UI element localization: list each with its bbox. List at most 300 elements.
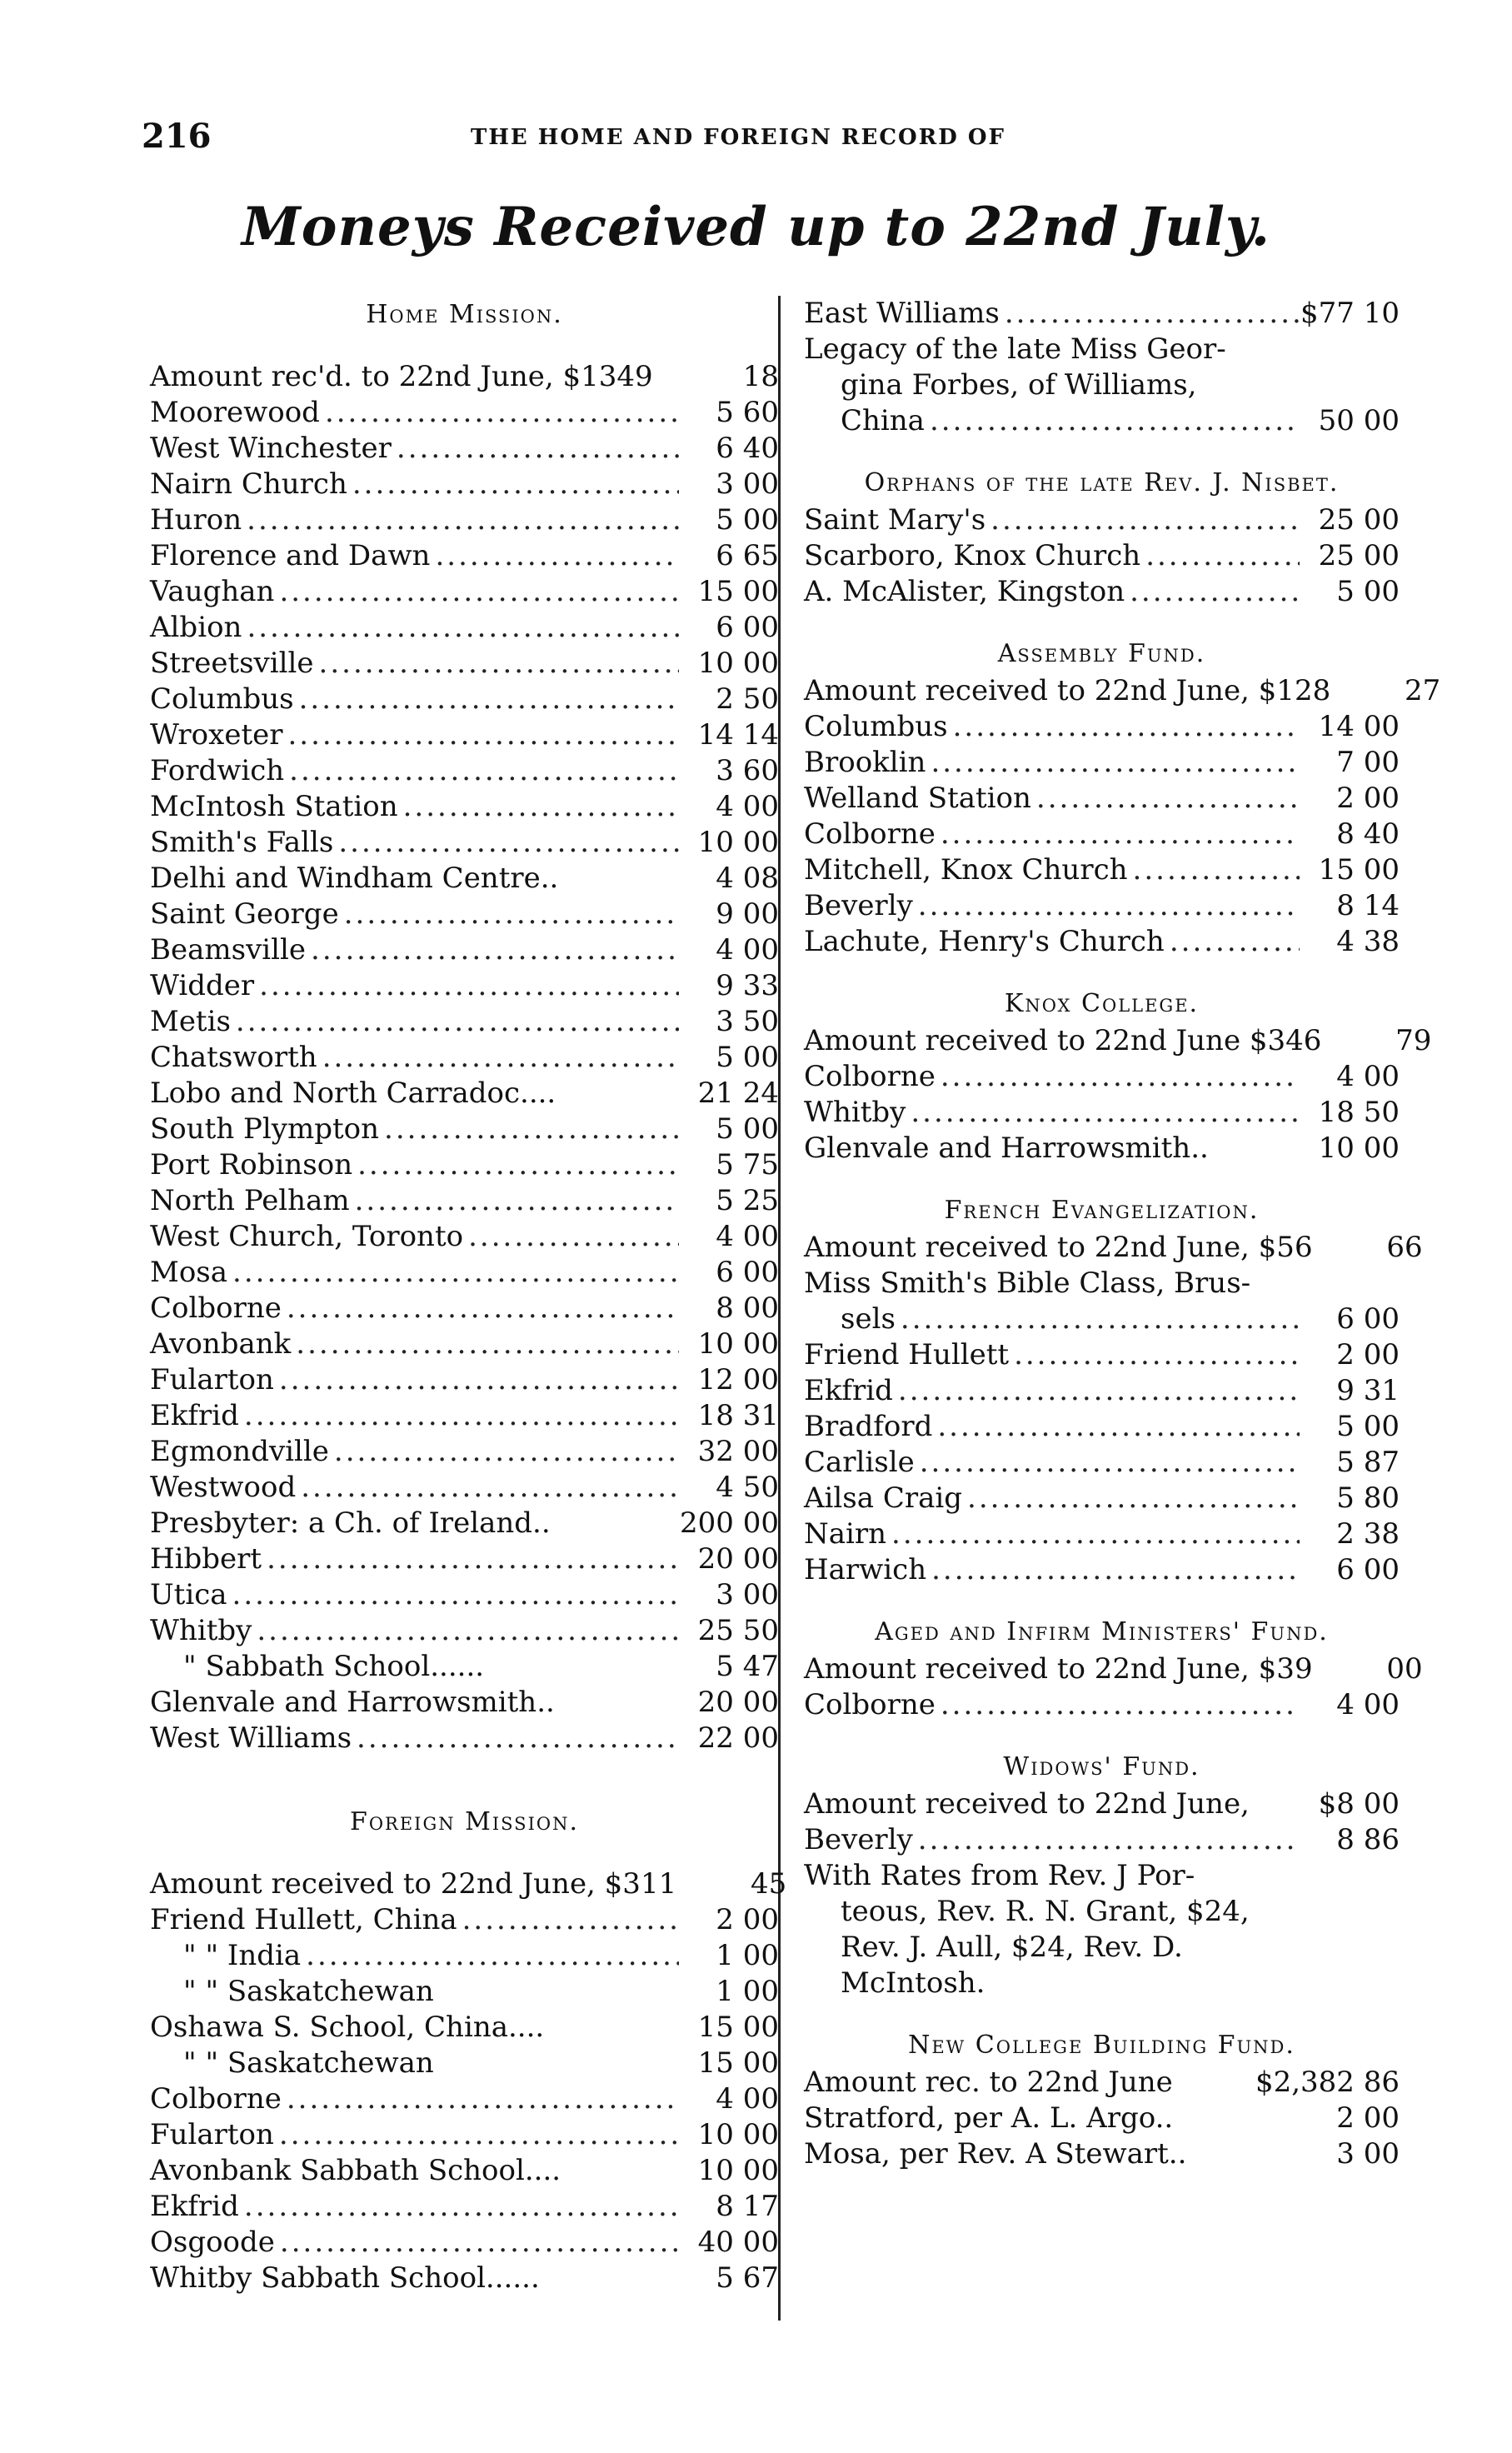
ledger-row-name: Beverly (804, 889, 913, 922)
ledger-row (804, 1858, 1400, 1894)
ledger-row-amount: 5 00 (716, 1112, 779, 1146)
ledger-row-name: Rev. J. Aull, $24, Rev. D. (841, 1931, 1183, 1964)
ledger-row (804, 538, 1400, 574)
ledger-row (150, 538, 779, 574)
ledger-row-name: Nairn (804, 1517, 887, 1551)
ledger-row-name: Ekfrid (150, 2190, 239, 2223)
ledger-row-amount: 5 00 (716, 1041, 779, 1074)
ledger-row (150, 646, 779, 682)
dot-leader (893, 1373, 1300, 1409)
ledger-row (150, 1255, 779, 1291)
assembly-fund-list (804, 673, 1441, 960)
ledger-row-amount: 66 (1386, 1231, 1423, 1264)
dot-leader (282, 1291, 679, 1326)
ledger-row-amount: 5 00 (1336, 575, 1400, 608)
ledger-row-name: Legacy of the late Miss Geor- (804, 332, 1226, 366)
ledger-row-name: Whitby (804, 1096, 906, 1129)
ledger-row-amount: 4 00 (716, 790, 779, 823)
dot-leader (339, 897, 679, 932)
dot-leader (906, 1095, 1300, 1131)
ledger-row (150, 1362, 779, 1398)
dot-leader (333, 825, 679, 861)
ledger-row-amount: 10 00 (697, 2118, 779, 2151)
ledger-row (804, 1894, 1400, 1930)
ledger-row-name: Hibbert (150, 1542, 262, 1576)
home-mission-list (150, 359, 779, 1756)
ledger-row (150, 1112, 779, 1147)
ledger-row-name: Amount received to 22nd June, $311 (150, 1867, 677, 1901)
dot-leader (926, 745, 1300, 781)
ledger-row (150, 395, 779, 431)
ledger-row (804, 1095, 1400, 1131)
dot-leader (926, 1552, 1300, 1588)
ledger-row-name: Huron (150, 503, 242, 537)
dot-leader (284, 753, 679, 789)
ledger-row-amount: 21 24 (697, 1077, 779, 1110)
ledger-row-amount: 18 50 (1318, 1096, 1400, 1129)
ledger-row-name: Presbyter: a Ch. of Ireland.. (150, 1506, 551, 1540)
ledger-row (804, 1409, 1400, 1445)
ledger-row (150, 1974, 779, 2010)
ledger-row-name: " " Saskatchewan (183, 2046, 434, 2080)
dot-leader (896, 1301, 1300, 1337)
ledger-row-name: Scarboro, Knox Church (804, 539, 1141, 572)
ledger-row-name: Brooklin (804, 746, 926, 779)
ledger-row-amount: 00 (1386, 1652, 1423, 1686)
section-heading-foreign-mission: Foreign Mission. (350, 1807, 579, 1836)
dot-leader (306, 932, 679, 968)
ledger-row (804, 2136, 1400, 2172)
dot-leader (913, 888, 1300, 924)
dot-leader (962, 1481, 1300, 1516)
ledger-row (804, 2065, 1400, 2101)
ledger-row (150, 1470, 779, 1506)
ledger-row-amount: 15 00 (697, 2011, 779, 2044)
ledger-row (150, 968, 779, 1004)
ledger-row (804, 1651, 1423, 1687)
ledger-row-amount: 10 00 (697, 826, 779, 859)
dot-leader (282, 717, 679, 753)
ledger-row-name: " " Saskatchewan (183, 1975, 434, 2008)
ledger-row (150, 1291, 779, 1326)
ledger-row (150, 359, 779, 395)
ledger-row-amount: 6 40 (716, 432, 779, 465)
ledger-row-name: Fularton (150, 2118, 274, 2151)
ledger-row-amount: 10 00 (1318, 1132, 1400, 1165)
ledger-row (150, 1434, 779, 1470)
dot-leader (457, 1902, 679, 1938)
ledger-row (150, 1326, 779, 1362)
ledger-row (150, 753, 779, 789)
ledger-row-amount: 4 08 (716, 862, 779, 895)
ledger-row (804, 1301, 1400, 1337)
dot-leader (227, 1577, 679, 1613)
ledger-row-name: Westwood (150, 1471, 297, 1504)
ledger-row-amount: 8 00 (716, 1291, 779, 1325)
ledger-row (804, 1516, 1400, 1552)
ledger-row-amount: 5 47 (716, 1650, 779, 1683)
dot-leader (948, 709, 1300, 745)
dot-leader (314, 646, 679, 682)
ledger-row-name: Avonbank (150, 1327, 292, 1361)
dot-leader (915, 1445, 1300, 1481)
ledger-row-amount: 6 00 (716, 1256, 779, 1289)
dot-leader (352, 1721, 679, 1756)
dot-leader (262, 1541, 679, 1577)
widows-fund-list (804, 1786, 1400, 2001)
ledger-row (150, 717, 779, 753)
ledger-row-amount: 5 25 (716, 1184, 779, 1217)
ledger-row-amount: 3 00 (716, 467, 779, 501)
ledger-row-amount: 3 60 (716, 754, 779, 787)
ledger-row-amount: 7 00 (1336, 746, 1400, 779)
dot-leader (239, 1398, 679, 1434)
ledger-row (150, 2189, 779, 2225)
dot-leader (231, 1004, 679, 1040)
running-title: THE HOME AND FOREIGN RECORD OF (471, 125, 1006, 150)
spacer (150, 1841, 779, 1866)
ledger-row-name: Amount received to 22nd June, $128 (804, 674, 1331, 707)
ledger-row-amount: 45 (750, 1867, 787, 1901)
dot-leader (936, 1059, 1300, 1095)
ledger-row-amount: 2 50 (716, 682, 779, 716)
ledger-row-amount: 9 33 (716, 969, 779, 1002)
page-number: 216 (142, 117, 212, 156)
ledger-row-name: Glenvale and Harrowsmith.. (150, 1686, 555, 1719)
dot-leader (1009, 1337, 1300, 1373)
ledger-row (804, 332, 1400, 367)
new-college-list (804, 2065, 1400, 2172)
dot-leader (275, 2225, 679, 2261)
knox-college-list (804, 1023, 1432, 1167)
ledger-row-name: " " India (183, 1939, 302, 1972)
dot-leader (291, 1326, 679, 1362)
dot-leader (1165, 924, 1300, 960)
dot-leader (913, 1822, 1300, 1858)
ledger-row-name: Lobo and North Carradoc.... (150, 1077, 556, 1110)
dot-leader (936, 817, 1300, 852)
ledger-row-name: Miss Smith's Bible Class, Brus- (804, 1266, 1251, 1300)
ledger-row-amount: 50 00 (1318, 404, 1400, 437)
section-heading-assembly-fund: Assembly Fund. (997, 639, 1206, 668)
ledger-row-name: Beamsville (150, 933, 307, 967)
spacer (150, 334, 779, 359)
ledger-row-name: Ekfrid (150, 1399, 239, 1432)
ledger-row-amount: 22 00 (697, 1721, 779, 1755)
ledger-row (150, 2261, 779, 2296)
ledger-row-name: gina Forbes, of Williams, (841, 368, 1197, 402)
ledger-row (150, 1902, 779, 1938)
dot-leader (282, 2081, 679, 2117)
ledger-row-name: Amount received to 22nd June, $39 (804, 1652, 1313, 1686)
ledger-row-name: Amount received to 22nd June, (804, 1787, 1250, 1821)
ledger-row-amount: 3 00 (1336, 2137, 1400, 2171)
ledger-row-amount: 18 (742, 360, 779, 393)
ledger-row-name: A. McAlister, Kingston (804, 575, 1125, 608)
ledger-row-amount: 32 00 (697, 1435, 779, 1468)
ledger-row-amount: 8 86 (1336, 1823, 1400, 1856)
ledger-row (150, 1040, 779, 1076)
ledger-row-amount: 9 31 (1336, 1374, 1400, 1407)
ledger-row (150, 2225, 779, 2261)
ledger-row-amount: 8 40 (1336, 817, 1400, 851)
ledger-row (150, 682, 779, 717)
ledger-row-name: Whitby (150, 1614, 252, 1647)
section-heading-widows-fund: Widows' Fund. (1003, 1752, 1200, 1781)
ledger-row-name: Vaughan (150, 575, 275, 608)
ledger-row-name: Amount received to 22nd June $346 (804, 1024, 1322, 1057)
ledger-row-amount: 10 00 (697, 647, 779, 680)
ledger-row-amount: 8 17 (716, 2190, 779, 2223)
dot-leader (242, 610, 679, 646)
ledger-row-amount: 2 00 (1336, 1338, 1400, 1371)
ledger-row-amount: 8 14 (1336, 889, 1400, 922)
ledger-row-name: Wroxeter (150, 718, 283, 752)
ledger-row (150, 2153, 779, 2189)
ledger-row-amount: 4 38 (1336, 925, 1400, 958)
ledger-row (150, 861, 779, 897)
ledger-row-amount: 5 00 (1336, 1410, 1400, 1443)
ledger-row (150, 932, 779, 968)
ledger-row-name: Port Robinson (150, 1148, 353, 1182)
ledger-row-name: South Plympton (150, 1112, 380, 1146)
ledger-row-name: China (841, 404, 925, 437)
ledger-row-name: McIntosh Station (150, 790, 398, 823)
ledger-row (150, 789, 779, 825)
ledger-row-name: West Winchester (150, 432, 392, 465)
dot-leader (1128, 852, 1300, 888)
ledger-row (150, 610, 779, 646)
ledger-row (804, 1230, 1423, 1266)
ledger-row-amount: 15 00 (697, 2046, 779, 2080)
ledger-row-name: Colborne (150, 2082, 282, 2116)
ledger-row-name: " Sabbath School...... (183, 1650, 485, 1683)
dot-leader (925, 403, 1300, 439)
ledger-row-name: Glenvale and Harrowsmith.. (804, 1132, 1209, 1165)
ledger-row (150, 1398, 779, 1434)
section-heading-aged-infirm: Aged and Infirm Ministers' Fund. (875, 1617, 1329, 1646)
ledger-row (804, 924, 1400, 960)
ledger-row-name: Delhi and Windham Centre.. (150, 862, 559, 895)
ledger-row-name: Lachute, Henry's Church (804, 925, 1165, 958)
spacer (150, 1756, 779, 1803)
ledger-row-name: Colborne (804, 1688, 936, 1721)
dot-leader (392, 431, 679, 467)
dot-leader (1125, 574, 1300, 610)
ledger-row (804, 1373, 1400, 1409)
ledger-row (150, 1649, 779, 1685)
spacer (804, 1723, 1400, 1748)
ledger-row-amount: 6 00 (1336, 1302, 1400, 1336)
dot-leader (463, 1219, 679, 1255)
ledger-row (804, 367, 1400, 403)
spacer (804, 960, 1400, 985)
ledger-row-name: Columbus (804, 710, 948, 743)
dot-leader (398, 789, 679, 825)
ledger-row-name: teous, Rev. R. N. Grant, $24, (841, 1895, 1250, 1928)
ledger-row-amount: 2 00 (716, 1903, 779, 1936)
left-column (150, 296, 787, 2296)
ledger-row-name: Fordwich (150, 754, 285, 787)
spacer (804, 1167, 1400, 1192)
ledger-row (804, 709, 1400, 745)
page-title: Moneys Received up to 22nd July. (241, 196, 1271, 258)
ledger-row-amount: 4 00 (716, 2082, 779, 2116)
ledger-row (150, 431, 779, 467)
ledger-row (804, 1930, 1400, 1966)
french-evangelization-list (804, 1230, 1423, 1588)
dot-leader (239, 2189, 679, 2225)
ledger-row-name: Ailsa Craig (804, 1481, 963, 1515)
ledger-row-amount: 4 00 (1336, 1688, 1400, 1721)
ledger-row-amount: 1 00 (716, 1939, 779, 1972)
ledger-row-amount: 200 00 (680, 1506, 779, 1540)
ledger-row-amount: 12 00 (697, 1363, 779, 1396)
aged-infirm-list (804, 1651, 1423, 1723)
ledger-row-name: With Rates from Rev. J Por- (804, 1859, 1195, 1892)
ledger-row (804, 781, 1400, 817)
ledger-row (804, 2101, 1400, 2136)
ledger-row-name: Mosa, per Rev. A Stewart.. (804, 2137, 1187, 2171)
section-heading-new-college: New College Building Fund. (908, 2031, 1295, 2060)
spacer (804, 610, 1400, 635)
ledger-row (150, 2046, 779, 2081)
ledger-row-name: Colborne (804, 817, 936, 851)
dot-leader (430, 538, 679, 574)
dot-leader (379, 1112, 679, 1147)
ledger-row-name: East Williams (804, 297, 1000, 330)
ledger-row-name: Albion (150, 611, 242, 644)
ledger-row (150, 1685, 779, 1721)
ledger-row (150, 574, 779, 610)
dot-leader (294, 682, 679, 717)
dot-leader (350, 1183, 679, 1219)
ledger-row (804, 852, 1400, 888)
dot-leader (1000, 296, 1300, 332)
ledger-row-name: Colborne (804, 1060, 936, 1093)
ledger-row (150, 1076, 779, 1112)
ledger-row-name: Utica (150, 1578, 227, 1611)
ledger-row (150, 1577, 779, 1613)
section-heading-home-mission: Home Mission. (366, 300, 563, 329)
ledger-row (150, 1004, 779, 1040)
ledger-row-name: Amount rec. to 22nd June (804, 2066, 1173, 2099)
ledger-row (150, 502, 779, 538)
ledger-row-amount: 15 00 (697, 575, 779, 608)
ledger-row (150, 1541, 779, 1577)
spacer (804, 439, 1400, 464)
ledger-row-name: Bradford (804, 1410, 933, 1443)
ledger-row-amount: 6 65 (716, 539, 779, 572)
ledger-row-amount: 2 38 (1336, 1517, 1400, 1551)
ledger-row-amount: 3 50 (716, 1005, 779, 1038)
ledger-row-name: Avonbank Sabbath School.... (150, 2154, 561, 2187)
dot-leader (1031, 781, 1300, 817)
ledger-row-name: Widder (150, 969, 255, 1002)
ledger-row-amount: 9 00 (716, 897, 779, 931)
ledger-row-amount: 1 00 (716, 1975, 779, 2008)
ledger-row-amount: 4 00 (1336, 1060, 1400, 1093)
right-column (804, 296, 1441, 2172)
ledger-row-name: Columbus (150, 682, 294, 716)
ledger-row-name: Ekfrid (804, 1374, 893, 1407)
ledger-row-name: Beverly (804, 1823, 913, 1856)
dot-leader (352, 1147, 679, 1183)
ledger-row-amount: $77 10 (1300, 297, 1400, 330)
ledger-row-name: sels (841, 1302, 896, 1336)
ledger-row-amount: $8 00 (1318, 1787, 1400, 1821)
dot-leader (242, 502, 679, 538)
ledger-row (804, 1059, 1400, 1095)
ledger-row-amount: 5 87 (1336, 1446, 1400, 1479)
ledger-row-amount: 2 00 (1336, 2101, 1400, 2135)
dot-leader (296, 1470, 679, 1506)
ledger-row-name: Stratford, per A. L. Argo.. (804, 2101, 1174, 2135)
ledger-row (150, 2117, 779, 2153)
ledger-row (804, 403, 1400, 439)
ledger-row (804, 1445, 1400, 1481)
dot-leader (274, 574, 679, 610)
foreign-mission-list (150, 1866, 787, 2296)
ledger-row-name: Nairn Church (150, 467, 347, 501)
ledger-row (804, 1337, 1400, 1373)
ledger-row (150, 1147, 779, 1183)
ledger-row-name: Mitchell, Knox Church (804, 853, 1128, 887)
ledger-row-amount: 25 00 (1318, 539, 1400, 572)
ledger-row-name: Friend Hullett (804, 1338, 1010, 1371)
ledger-row-name: Smith's Falls (150, 826, 334, 859)
ledger-row (150, 1613, 779, 1649)
spacer (804, 2001, 1400, 2026)
ledger-row-name: Colborne (150, 1291, 282, 1325)
ledger-row-name: Mosa (150, 1256, 228, 1289)
ledger-row-name: North Pelham (150, 1184, 350, 1217)
ledger-row-amount: 15 00 (1318, 853, 1400, 887)
ledger-row (150, 1938, 779, 1974)
ledger-row-name: Chatsworth (150, 1041, 317, 1074)
dot-leader (320, 395, 679, 431)
ledger-row (150, 467, 779, 502)
ledger-row (804, 296, 1400, 332)
ledger-row-amount: 4 00 (716, 1220, 779, 1253)
ledger-row (804, 1687, 1400, 1723)
ledger-row-amount: 20 00 (697, 1686, 779, 1719)
dot-leader (986, 502, 1300, 538)
ledger-row (804, 1023, 1432, 1059)
ledger-row (804, 745, 1400, 781)
ledger-row (804, 1266, 1400, 1301)
ledger-row-amount: 6 00 (716, 611, 779, 644)
ledger-row-name: Amount received to 22nd June, $56 (804, 1231, 1313, 1264)
ledger-row-amount: 5 67 (716, 2261, 779, 2295)
ledger-row-amount: 25 00 (1318, 503, 1400, 537)
dot-leader (329, 1434, 679, 1470)
ledger-row (804, 1786, 1400, 1822)
section-heading-orphans: Orphans of the late Rev. J. Nisbet. (864, 468, 1340, 497)
ledger-row-amount: 18 31 (697, 1399, 779, 1432)
ledger-row-amount: 3 00 (716, 1578, 779, 1611)
ledger-row (804, 1481, 1400, 1516)
dot-leader (347, 467, 679, 502)
ledger-row-amount: 27 (1404, 674, 1441, 707)
ledger-row-name: Saint George (150, 897, 339, 931)
spacer (804, 1588, 1400, 1613)
ledger-row-amount: 4 00 (716, 933, 779, 967)
section-heading-french-evangelization: French Evangelization. (944, 1196, 1260, 1225)
ledger-row-amount: 40 00 (697, 2226, 779, 2259)
ledger-row (150, 897, 779, 932)
ledger-row (804, 888, 1400, 924)
